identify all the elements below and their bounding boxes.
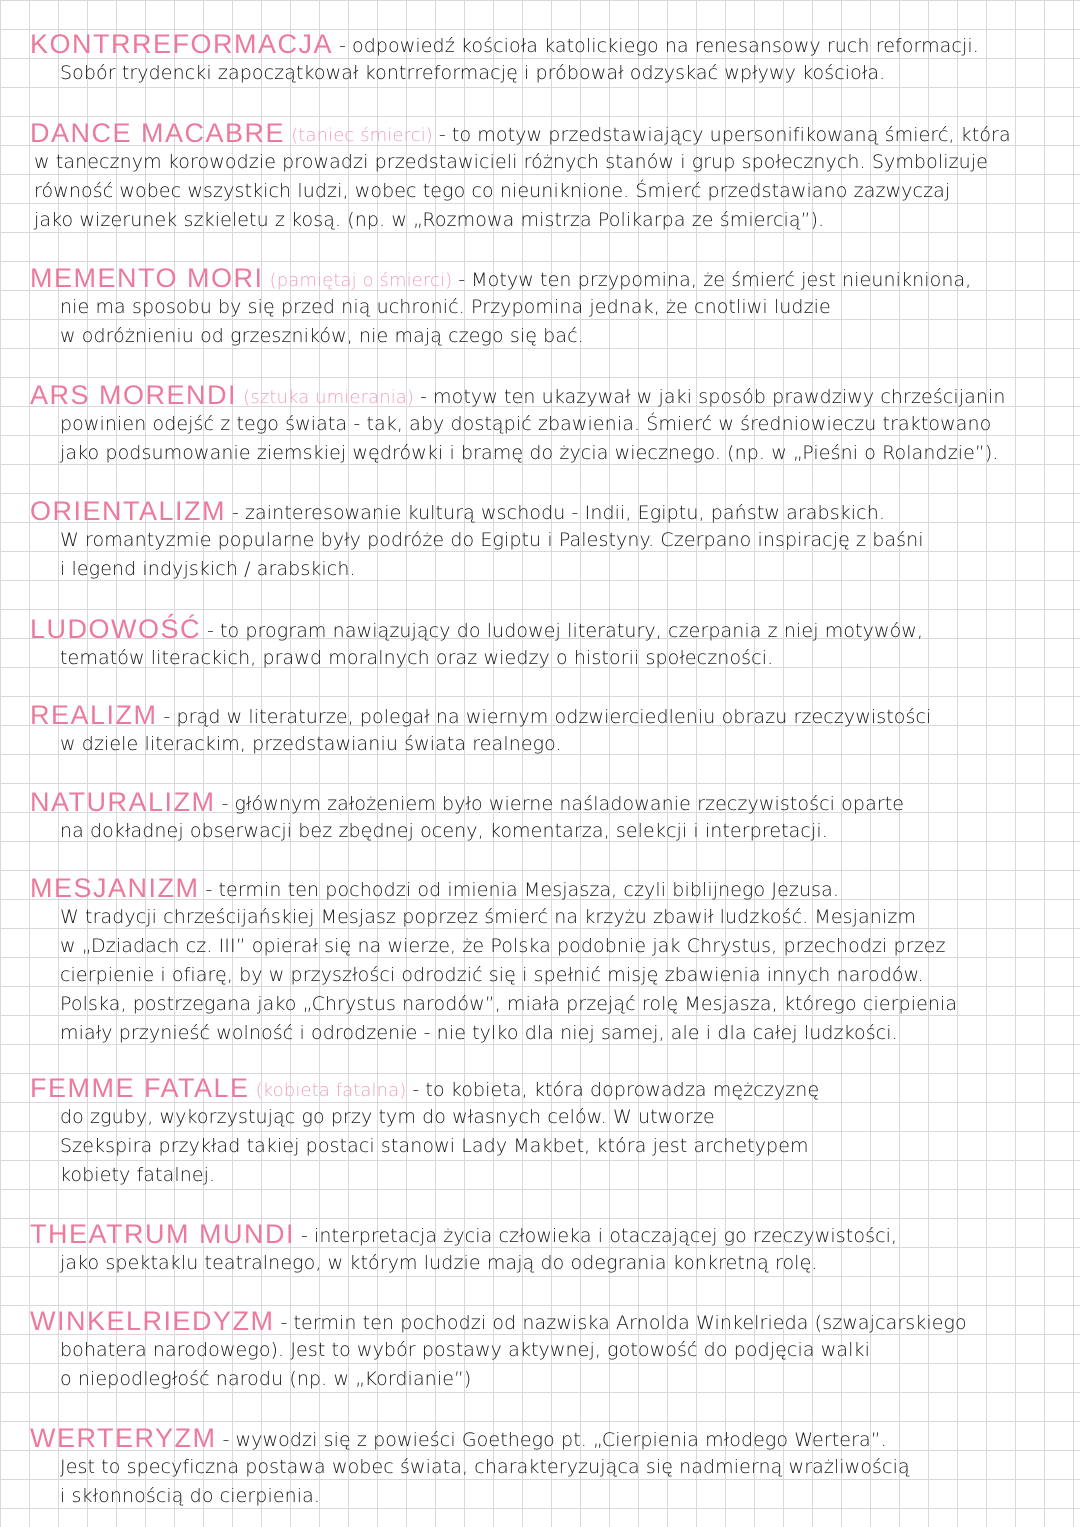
term-title: ORIENTALIZM	[30, 496, 227, 526]
definition-line: miały przynieść wolność i odrodzenie - nie tylko dla niej samej, ale i dla całej ludzkości.	[60, 1022, 898, 1044]
entry-werteryzm: WERTERYZM - wywodzi się z powieści Goethego pt. „Cierpienia młodego Wertera”. Jest to specyficzna postawa wobec świata, charakteryzująca się nadmierną wrażliwością i skłonnością do cierpienia.	[30, 1424, 1062, 1511]
entry-orientalizm: ORIENTALIZM - zainteresowanie kulturą wschodu - Indii, Egiptu, państw arabskich. W romantyzmie popularne były podróże do Egiptu i Palestyny. Czerpano inspirację z baśni i legend indyjskich / arabskich.	[30, 497, 1062, 584]
entry-femme-fatale: FEMME FATALE (kobieta fatalna) - to kobieta, która doprowadza mężczyznę do zguby, wykorzystując go przy tym do własnych celów. W utworze Szekspira przykład takiej postaci stanowi Lady Makbet, która jest archetypem kobiety fatalnej.	[30, 1074, 1062, 1190]
term-translation: (sztuka umierania)	[243, 387, 415, 408]
definition-line: w dziele literackim, przedstawianiu świata realnego.	[60, 733, 562, 755]
definition-line: i skłonnością do cierpienia.	[60, 1485, 321, 1507]
definition-line: W tradycji chrześcijańskiej Mesjasz poprzez śmierć na krzyżu zbawił ludzkość. Mesjanizm	[60, 906, 916, 928]
term-title: LUDOWOŚĆ	[30, 614, 202, 644]
definition-text: Motyw ten przypomina, że śmierć jest nieunikniona,	[471, 269, 972, 291]
definition-text: termin ten pochodzi od imienia Mesjasza, czyli biblijnego Jezusa.	[218, 879, 840, 901]
definition-line: Sobór trydencki zapoczątkował kontrreformację i próbował odzyskać wpływy kościoła.	[60, 62, 886, 84]
term-title: REALIZM	[30, 700, 158, 730]
definition-line: W romantyzmie popularne były podróże do Egiptu i Palestyny. Czerpano inspirację z baśni	[60, 529, 924, 551]
definition-line: o niepodległość narodu (np. w „Kordianie”)	[60, 1368, 472, 1390]
definition-line: jako wizerunek szkieletu z kosą. (np. w „Rozmowa mistrza Polikarpa ze śmiercią”).	[34, 209, 825, 231]
term-title: MESJANIZM	[30, 873, 200, 903]
entry-dance-macabre: DANCE MACABRE (taniec śmierci) - to motyw przedstawiający upersonifikowaną śmierć, która w tanecznym korowodzie prowadzi przedstawicieli różnych stanów i grup społecznych. Symbolizuje równość wobec wszystkich ludzi, wobec tego co nieuniknione. Śmierć przedstawiano zazwyczaj jako wizerunek szkieletu z kosą. (np. w „Rozmowa mistrza Polikarpa ze śmiercią”).	[30, 119, 1062, 235]
entry-theatrum-mundi: THEATRUM MUNDI - interpretacja życia człowieka i otaczającej go rzeczywistości, jako spektaklu teatralnego, w którym ludzie mają do odegrania konkretną rolę.	[30, 1220, 1062, 1278]
definition-text: to kobieta, która doprowadza mężczyznę	[425, 1079, 820, 1101]
definition-line: powinien odejść z tego świata - tak, aby dostąpić zbawienia. Śmierć w średniowieczu traktowano	[60, 413, 992, 435]
definition-text: prąd w literaturze, polegał na wiernym odzwierciedleniu obrazu rzeczywistości	[176, 706, 932, 728]
definition-line: cierpienie i ofiarę, by w przyszłości odrodzić się i spełnić misję zbawienia innych narodów.	[60, 964, 924, 986]
definition-line: tematów literackich, prawd moralnych oraz wiedzy o historii społeczności.	[60, 647, 774, 669]
term-title: WERTERYZM	[30, 1423, 217, 1453]
entry-mesjanizm: MESJANIZM - termin ten pochodzi od imienia Mesjasza, czyli biblijnego Jezusa. W tradycji chrześcijańskiej Mesjasz poprzez śmierć na krzyżu zbawił ludzkość. Mesjanizm w „Dziadach cz. III” opierał się na wierze, że Polska podobnie jak Chrystus, przechodzi przez cierpienie i ofiarę, by w przyszłości odrodzić się i spełnić misję zbawienia innych narodów. Polska, postrzegana jako „Chrystus narodów”, miała przejąć rolę Mesjasza, którego cierpienia miały przynieść wolność i odrodzenie - nie tylko dla niej samej, ale i dla całej ludzkości.	[30, 874, 1062, 1048]
definition-line: Jest to specyficzna postawa wobec świata, charakteryzująca się nadmierną wrażliwością	[60, 1456, 910, 1478]
definition-text: to motyw przedstawiający upersonifikowaną śmierć, która	[451, 124, 1011, 146]
definition-text: motyw ten ukazywał w jaki sposób prawdziwy chrześcijanin	[433, 386, 1006, 408]
definition-line: i legend indyjskich / arabskich.	[60, 558, 356, 580]
definition-line: na dokładnej obserwacji bez zbędnej oceny, komentarza, selekcji i interpretacji.	[60, 820, 828, 842]
term-translation: (pamiętaj o śmierci)	[269, 270, 453, 291]
entry-memento-mori: MEMENTO MORI (pamiętaj o śmierci) - Motyw ten przypomina, że śmierć jest nieunikniona, nie ma sposobu by się przed nią uchronić. Przypomina jednak, że cnotliwi ludzie w odróżnieniu od grzeszników, nie mają czego się bać.	[30, 264, 1062, 351]
definition-line: w odróżnieniu od grzeszników, nie mają czego się bać.	[60, 325, 584, 347]
definition-line: nie ma sposobu by się przed nią uchronić. Przypomina jednak, że cnotliwi ludzie	[60, 296, 831, 318]
definition-line: równość wobec wszystkich ludzi, wobec tego co nieuniknione. Śmierć przedstawiano zazwyczaj	[34, 180, 951, 202]
term-translation: (taniec śmierci)	[291, 125, 433, 146]
definition-text: interpretacja życia człowieka i otaczającej go rzeczywistości,	[313, 1225, 898, 1247]
entry-kontrreformacja: KONTRREFORMACJA - odpowiedź kościoła katolickiego na renesansowy ruch reformacji. Sobór trydencki zapoczątkował kontrreformację i próbował odzyskać wpływy kościoła.	[30, 30, 1062, 88]
entry-naturalizm: NATURALIZM - głównym założeniem było wierne naśladowanie rzeczywistości oparte na dokładnej obserwacji bez zbędnej oceny, komentarza, selekcji i interpretacji.	[30, 788, 1062, 846]
definition-line: Szekspira przykład takiej postaci stanowi Lady Makbet, która jest archetypem	[60, 1135, 809, 1157]
entry-ludowosc: LUDOWOŚĆ - to program nawiązujący do ludowej literatury, czerpania z niej motywów, tematów literackich, prawd moralnych oraz wiedzy o historii społeczności.	[30, 615, 1062, 673]
term-title: MEMENTO MORI	[30, 263, 264, 293]
definition-text: odpowiedź kościoła katolickiego na renesansowy ruch reformacji.	[351, 35, 979, 57]
definition-line: w tanecznym korowodzie prowadzi przedstawicieli różnych stanów i grup społecznych. Symbolizuje	[34, 151, 988, 173]
term-title: FEMME FATALE	[30, 1073, 250, 1103]
definition-text: głównym założeniem było wierne naśladowanie rzeczywistości oparte	[234, 793, 905, 815]
term-title: THEATRUM MUNDI	[30, 1219, 295, 1249]
term-title: WINKELRIEDYZM	[30, 1306, 275, 1336]
definition-line: do zguby, wykorzystując go przy tym do własnych celów. W utworze	[60, 1106, 715, 1128]
term-title: KONTRREFORMACJA	[30, 29, 334, 59]
definition-line: jako spektaklu teatralnego, w którym ludzie mają do odegrania konkretną rolę.	[60, 1252, 818, 1274]
entry-ars-morendi: ARS MORENDI (sztuka umierania) - motyw ten ukazywał w jaki sposób prawdziwy chrześcijanin powinien odejść z tego świata - tak, aby dostąpić zbawienia. Śmierć w średniowieczu traktowano jako podsumowanie ziemskiej wędrówki i bramę do życia wiecznego. (np. w „Pieśni o Rolandzie”).	[30, 381, 1062, 468]
definition-text: zainteresowanie kulturą wschodu - Indii, Egiptu, państw arabskich.	[244, 502, 886, 524]
definition-text: to program nawiązujący do ludowej literatury, czerpania z niej motywów,	[219, 620, 924, 642]
definition-line: jako podsumowanie ziemskiej wędrówki i bramę do życia wiecznego. (np. w „Pieśni o Rolandzie”).	[60, 442, 999, 464]
definition-line: kobiety fatalnej.	[60, 1164, 216, 1186]
term-translation: (kobieta fatalna)	[255, 1080, 407, 1101]
definition-line: Polska, postrzegana jako „Chrystus narodów”, miała przejąć rolę Mesjasza, którego cierpienia	[60, 993, 958, 1015]
entry-realizm: REALIZM - prąd w literaturze, polegał na wiernym odzwierciedleniu obrazu rzeczywistości w dziele literackim, przedstawianiu świata realnego.	[30, 701, 1062, 759]
term-title: DANCE MACABRE	[30, 118, 286, 148]
term-title: NATURALIZM	[30, 787, 216, 817]
definition-line: w „Dziadach cz. III” opierał się na wierze, że Polska podobnie jak Chrystus, przechodzi przez	[60, 935, 946, 957]
definition-text: termin ten pochodzi od nazwiska Arnolda Winkelrieda (szwajcarskiego	[293, 1312, 967, 1334]
entry-winkelriedyzm: WINKELRIEDYZM - termin ten pochodzi od nazwiska Arnolda Winkelrieda (szwajcarskiego bohatera narodowego). Jest to wybór postawy aktywnej, gotowość do podjęcia walki o niepodległość narodu (np. w „Kordianie”)	[30, 1307, 1062, 1394]
definition-line: bohatera narodowego). Jest to wybór postawy aktywnej, gotowość do podjęcia walki	[60, 1339, 870, 1361]
term-title: ARS MORENDI	[30, 380, 238, 410]
definition-text: wywodzi się z powieści Goethego pt. „Cierpienia młodego Wertera”.	[235, 1429, 887, 1451]
